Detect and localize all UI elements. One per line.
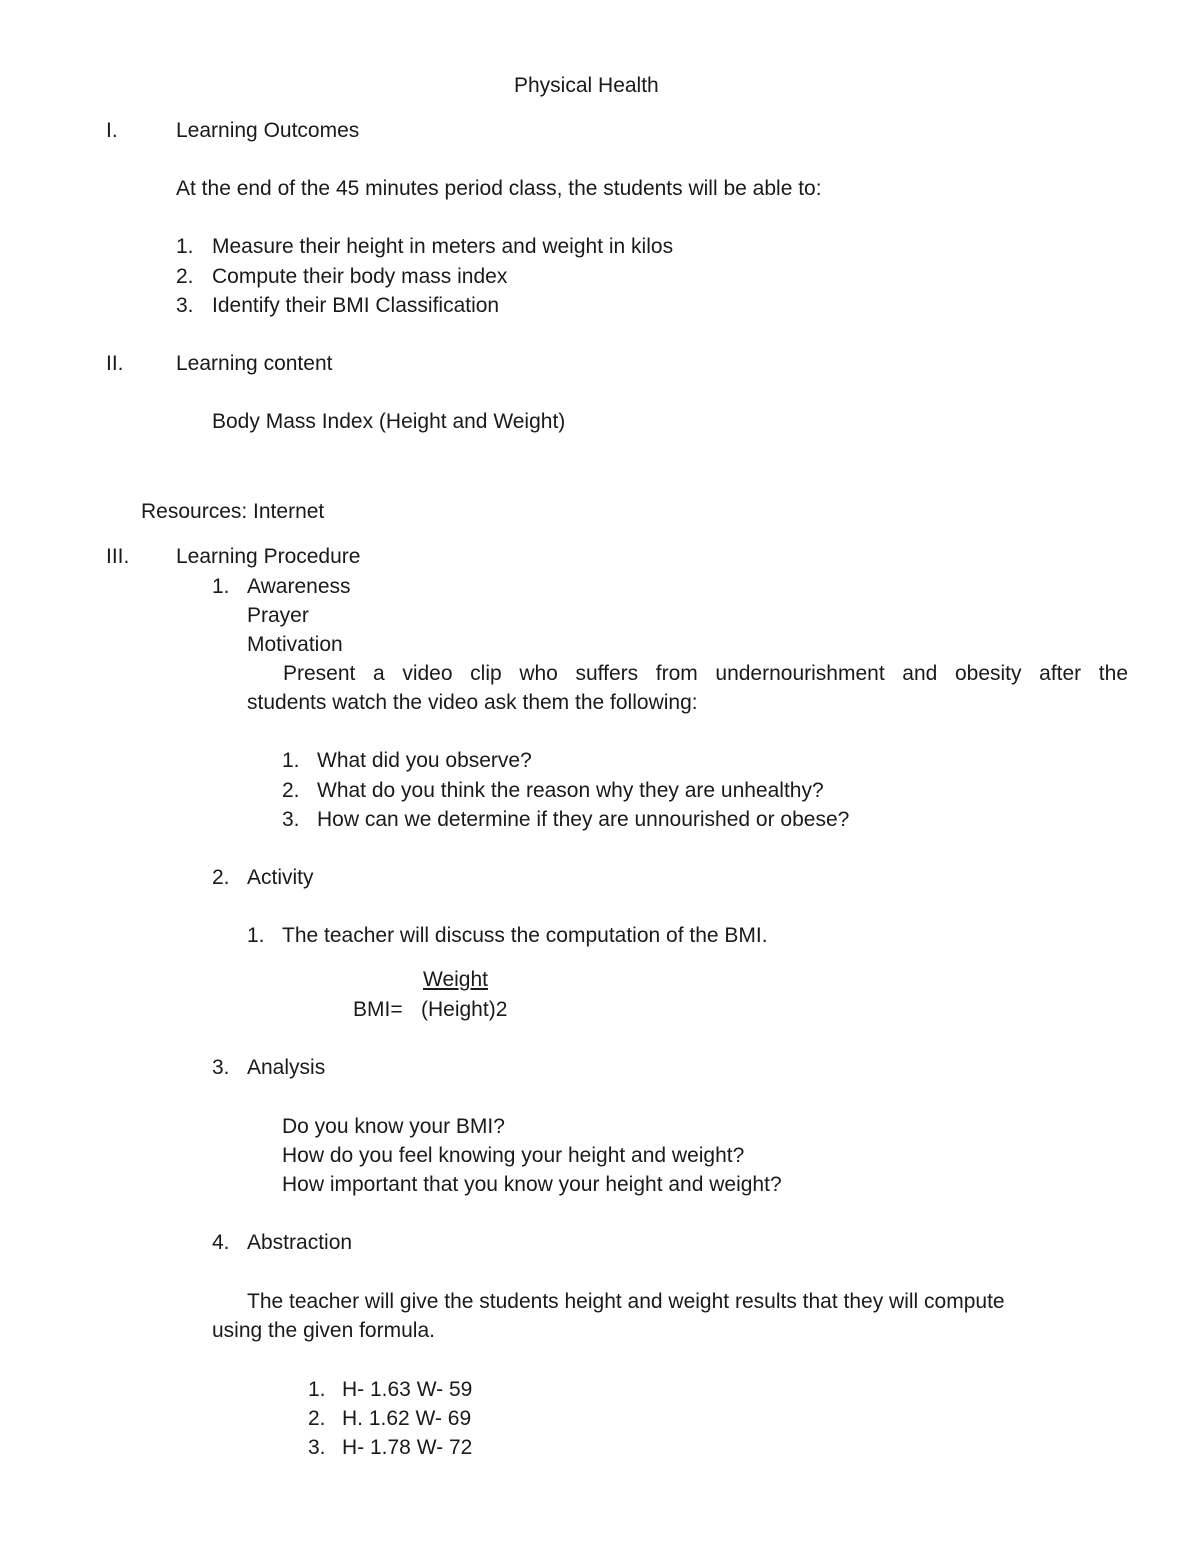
activity-step-number: 1. [247,924,265,947]
analysis-label: Analysis [247,1056,326,1079]
section-3-numeral: III. [106,545,130,568]
result-number: 2. [308,1407,326,1430]
procedure-number: 3. [212,1056,230,1079]
analysis-question: How do you feel knowing your height and weight? [282,1144,745,1167]
result-number: 1. [308,1378,326,1401]
procedure-number: 1. [212,575,230,598]
outcome-number: 3. [176,294,194,317]
question-item: What do you think the reason why they are unhealthy? [317,779,824,802]
section-2-numeral: II. [106,352,124,375]
question-number: 2. [282,779,300,802]
abstraction-paragraph-line: using the given formula. [212,1319,435,1342]
outcome-number: 2. [176,265,194,288]
procedure-number: 2. [212,866,230,889]
outcome-item: Identify their BMI Classification [212,294,500,317]
result-number: 3. [308,1436,326,1459]
formula-denominator: (Height)2 [421,998,508,1021]
prayer-label: Prayer [247,604,309,627]
abstraction-label: Abstraction [247,1231,353,1254]
document-title: Physical Health [514,74,659,97]
formula-numerator: Weight [423,968,488,991]
section-1-intro: At the end of the 45 minutes period class, the students will be able to: [176,177,822,200]
question-number: 3. [282,808,300,831]
activity-label: Activity [247,866,314,889]
section-3-heading: Learning Procedure [176,545,361,568]
motivation-label: Motivation [247,633,343,656]
question-number: 1. [282,749,300,772]
result-item: H. 1.62 W- 69 [342,1407,472,1430]
motivation-paragraph-line: Present a video clip who suffers from undernourishment and obesity after the [283,662,1128,685]
outcome-number: 1. [176,235,194,258]
learning-topic: Body Mass Index (Height and Weight) [212,410,566,433]
abstraction-paragraph-line: The teacher will give the students height and weight results that they will compute [247,1290,1005,1313]
question-item: How can we determine if they are unnourished or obese? [317,808,850,831]
analysis-question: How important that you know your height and weight? [282,1173,782,1196]
outcome-item: Measure their height in meters and weight in kilos [212,235,674,258]
activity-step-text: The teacher will discuss the computation of the BMI. [282,924,768,947]
analysis-question: Do you know your BMI? [282,1115,505,1138]
awareness-label: Awareness [247,575,351,598]
result-item: H- 1.63 W- 59 [342,1378,473,1401]
question-item: What did you observe? [317,749,532,772]
motivation-paragraph-line: students watch the video ask them the following: [247,691,698,714]
result-item: H- 1.78 W- 72 [342,1436,473,1459]
procedure-number: 4. [212,1231,230,1254]
resources-line: Resources: Internet [141,500,325,523]
formula-label: BMI= [353,998,403,1021]
section-1-numeral: I. [106,119,118,142]
section-1-heading: Learning Outcomes [176,119,360,142]
section-2-heading: Learning content [176,352,333,375]
outcome-item: Compute their body mass index [212,265,508,288]
